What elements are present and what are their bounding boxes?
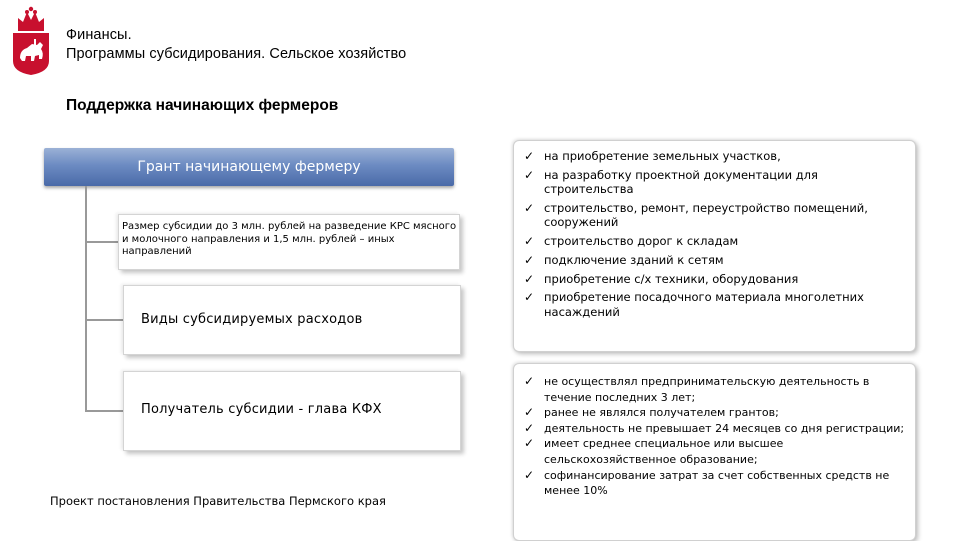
list-item: ✓ на разработку проектной документации для строительства xyxy=(524,167,818,197)
checkmark-icon: ✓ xyxy=(524,167,535,182)
checkmark-icon: ✓ xyxy=(524,290,535,305)
list-item: ✓ приобретение с/х техники, оборудования xyxy=(524,271,799,286)
requirements-list xyxy=(514,364,915,499)
subsidy-size-box xyxy=(118,214,460,270)
checkmark-icon: ✓ xyxy=(524,436,535,451)
section-subtitle: Поддержка начинающих фермеров xyxy=(66,97,339,114)
expenses-list-box xyxy=(513,140,916,352)
list-item: ✓ не осуществлял предпринимательскую деятельность в течение последних 3 лет; xyxy=(524,374,870,404)
tree-connector-3 xyxy=(85,410,123,412)
checkmark-icon: ✓ xyxy=(524,405,535,420)
list-item: ✓ софинансирование затрат за счет собственных средств не менее 10% xyxy=(524,467,890,498)
recipient-box xyxy=(123,371,461,451)
tree-connector-1 xyxy=(85,241,118,243)
checkmark-icon: ✓ xyxy=(524,420,535,435)
list-item: ✓ имеет среднее специальное или высшее сельскохозяйственное образование; xyxy=(524,436,784,466)
checkmark-icon: ✓ xyxy=(524,234,535,249)
checkmark-icon: ✓ xyxy=(524,271,535,286)
list-item: ✓ строительство, ремонт, переустройство помещений, сооружений xyxy=(524,200,868,230)
tree-connector-vertical xyxy=(85,186,87,412)
checkmark-icon: ✓ xyxy=(524,149,535,163)
recipient-requirements-box xyxy=(513,363,916,541)
list-item: ✓ ранее не являлся получателем грантов; xyxy=(524,405,779,420)
list-item: ✓ на приобретение земельных участков, xyxy=(524,149,781,163)
list-item: ✓ подключение зданий к сетям xyxy=(524,252,724,267)
list-item: ✓ приобретение посадочного материала многолетних насаждений xyxy=(524,290,864,319)
tree-connector-2 xyxy=(85,319,123,321)
recipient-text: Получатель субсидии - глава КФХ xyxy=(141,402,382,417)
title-line-2: Программы субсидирования. Сельское хозяйство xyxy=(66,46,407,62)
subsidy-size-text: Размер субсидии до 3 млн. рублей на разведение КРС мясного и молочного направления и 1,5 млн. рублей – иных направлений xyxy=(122,221,457,257)
expense-types-box xyxy=(123,285,461,355)
grant-header-box: Грант начинающему фермеру xyxy=(44,148,454,186)
list-item: ✓ строительство дорог к складам xyxy=(524,234,739,249)
checkmark-icon: ✓ xyxy=(524,467,535,482)
checkmark-icon: ✓ xyxy=(524,374,535,388)
perm-krai-coat-of-arms-icon xyxy=(10,6,52,76)
expenses-list xyxy=(514,141,915,319)
checkmark-icon: ✓ xyxy=(524,200,535,215)
checkmark-icon: ✓ xyxy=(524,252,535,267)
title-line-1: Финансы. xyxy=(66,27,132,43)
project-note: Проект постановления Правительства Пермского края xyxy=(50,494,386,508)
expense-types-text: Виды субсидируемых расходов xyxy=(141,312,363,327)
list-item: ✓ деятельность не превышает 24 месяцев со дня регистрации; xyxy=(524,420,905,435)
page-title xyxy=(66,26,406,64)
